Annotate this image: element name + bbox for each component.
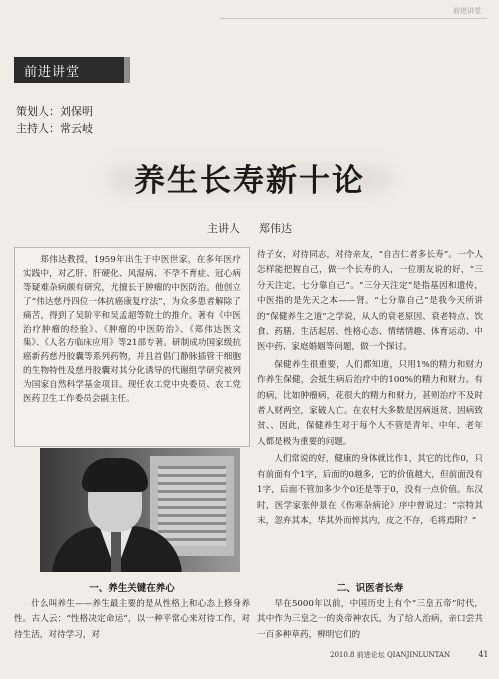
byline (0, 220, 499, 236)
credit-planner (16, 103, 93, 120)
section-heading-1: 一、养生关键在养心 (89, 583, 175, 594)
credit-name: 刘保明 (60, 105, 93, 118)
article-title: 养生长寿新十论 (134, 163, 365, 199)
body-right (257, 248, 483, 529)
page-number: 41 (478, 650, 489, 659)
author-bio-text: 郑伟达教授，1959年出生于中医世家，在多年医疗实践中，对乙肝、肝硬化、风湿病、不孕不育症、冠心病等疑难杂病颇有研究，尤擅长于肿瘤的中医防治。他创立了“伟达慈丹四位一体抗癌康复疗法”，为众多患者解除了痛苦，得到了吴阶平和吴孟超等院士的推介。著有《中医治疗肿瘤的经验》、《肿瘤的中医防治》、《郑伟达医文集》、《人名方临床应用》等21部专著。研制成功国家级抗癌新药慈丹胶囊等系列药物，并且首倡门静脉插管干细胞的生物特性及慈丹胶囊对其分化诱导的代谢组学研究被列为国家自然科学基金项目。现任农工党中央委员、农工党医药卫生工作委员会副主任。 (23, 255, 241, 405)
body-left (14, 597, 250, 643)
section-mark: 前进讲堂 (453, 7, 481, 15)
author-photo (40, 448, 240, 572)
tie-shape (111, 532, 121, 572)
paragraph: 保健养生很重要，人们都知道，只用1%的精力和财力作养生保健，会抵生病后治疗中的100%的精力和财力。有的病，比如肿瘤病，花很大的精力和财力，甚则治疗不及时者人财两空，家破人亡。在农村大多数是因病返贫、因病致贫、、因此，保健养生对于每个人不管是青年、中年、老年人都是极为重要的问题。 (257, 359, 483, 447)
byline-name: 郑伟达 (259, 222, 292, 235)
credits (16, 103, 93, 137)
byline-label: 主讲人 (207, 222, 240, 235)
bleed-through-text (130, 36, 240, 146)
page-footer (330, 650, 489, 660)
credit-name: 常云岐 (60, 122, 93, 135)
header-rule (220, 18, 487, 19)
credit-label: 策划人： (16, 105, 60, 118)
author-bio-box (14, 247, 250, 447)
hair-shape (82, 458, 148, 492)
paragraph: 什么叫养生——养生最主要的是从性格上和心态上修身养性。古人云：“性格决定命运”，以一种平常心来对待工作，对待生活，对待学习，对 (14, 599, 250, 640)
paragraph: 人们常说的好，健康的身体就比作1，其它的比作0，只有前面有个1字，后面的0越多，它的价值越大，但前面没有1字，后面不管加多少个0还是等于0，没有一点价值。东汉时，医学家张仲景在《伤寒杂病论》序中曾说过：“宗特其末，忽弃其本，华其外而悴其内，皮之不存，毛将焉附？” (257, 454, 483, 526)
credit-label: 主持人： (16, 122, 60, 135)
credit-host (16, 120, 93, 137)
paragraph: 早在5000年以前，中国历史上有个“三皇五帝”时代，其中作为三皇之一的炎帝神农氏，为了给人治病，亲口尝共一百多种草药，辨明它们的 (257, 599, 483, 640)
body-right-2 (257, 597, 483, 643)
column-tag: 前进讲堂 (14, 57, 130, 83)
issue-info: 2010.8 前进论坛 QIANJINLUNTAN (330, 651, 451, 659)
paragraph: 待子女，对待同志，对待亲友，“自吉仁者多长寿”。一个人怎样能把握自己，做一个长寿的人，一位朋友说的好，“三分天注定，七分靠自己”。“三分天注定”是指基因和遗传，中医指的是先天之本——肾。“七分靠自己”是我今天所讲的“保健养生之道”之学说，从人的衰老原因、衰老特点、饮食、药膳、生活起居、性格心态、情绪情趣、体育运动、中医中药、家庭婚姻等问题，做一个探讨。 (257, 250, 483, 353)
section-heading-2: 二、识医者长寿 (336, 583, 404, 594)
